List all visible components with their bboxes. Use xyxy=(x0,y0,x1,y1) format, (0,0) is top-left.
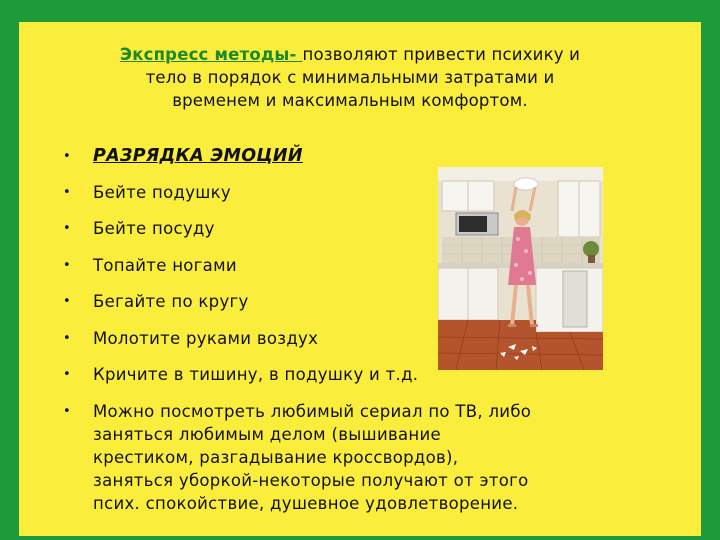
list-item-text: Бейте подушку xyxy=(93,183,231,202)
list-item-text: Кричите в тишину, в подушку и т.д. xyxy=(93,365,419,384)
bullet-icon: • xyxy=(63,367,71,382)
intro-line-3: временем и максимальным комфортом. xyxy=(172,91,528,110)
list-item-text: Бегайте по кругу xyxy=(93,292,249,311)
bullet-icon: • xyxy=(63,404,71,419)
kitchen-photo xyxy=(438,167,603,370)
intro-line-1: позволяют привести психику и xyxy=(302,45,581,64)
section-heading: РАЗРЯДКА ЭМОЦИЙ xyxy=(93,146,303,166)
bullet-icon: • xyxy=(63,149,71,164)
list-item-line: заняться любимым делом (вышивание xyxy=(93,425,441,444)
list-item-line: псих. спокойствие, душевное удовлетворение. xyxy=(93,494,519,513)
bullet-icon: • xyxy=(63,294,71,309)
intro-lead: Экспресс методы- xyxy=(119,45,303,64)
list-item-text: Топайте ногами xyxy=(93,256,237,275)
list-item-text: Молотите руками воздух xyxy=(93,329,319,348)
bullet-icon: • xyxy=(63,331,71,346)
intro-line-2: тело в порядок с минимальными затратами и xyxy=(145,68,555,87)
list-item-line: заняться уборкой-некоторые получают от этого xyxy=(93,471,529,490)
list-item-line: Можно посмотреть любимый сериал по ТВ, либо xyxy=(93,402,532,421)
list-item-text xyxy=(93,400,613,515)
list-item-text: Бейте посуду xyxy=(93,219,215,238)
bullet-icon: • xyxy=(63,185,71,200)
bullet-icon: • xyxy=(63,258,71,273)
intro-paragraph xyxy=(50,43,650,112)
list-item-line: крестиком, разгадывание кроссвордов), xyxy=(93,448,459,467)
bullet-icon: • xyxy=(63,221,71,236)
